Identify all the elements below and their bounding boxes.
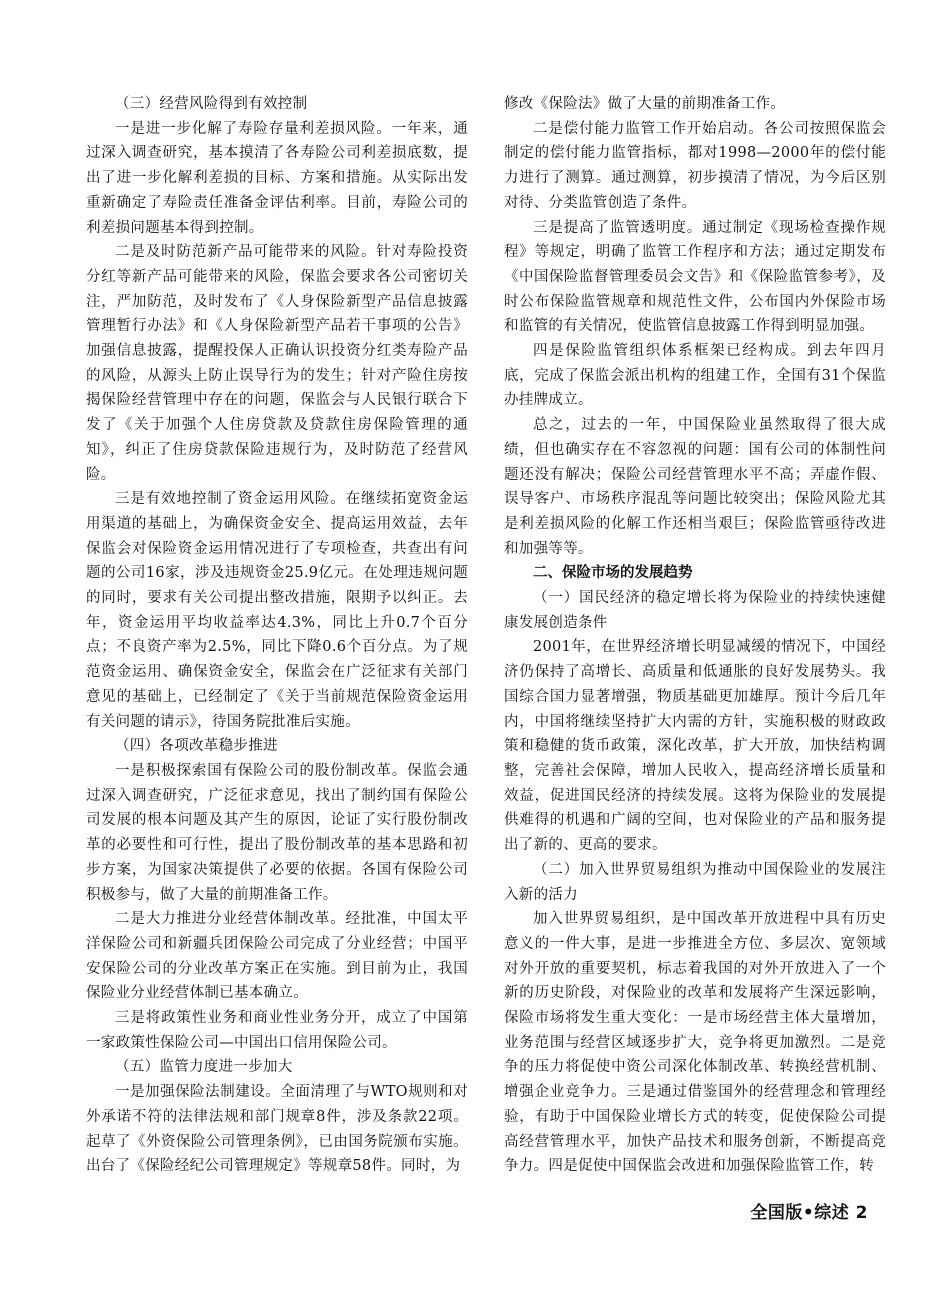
subsection-heading: （四）各项改革稳步推进: [115, 738, 278, 755]
right-column: [504, 92, 886, 1179]
section-heading: 二、保险市场的发展趋势: [533, 565, 693, 582]
paragraph: 三是提高了监管透明度。通过制定《现场检查操作规程》等规定，明确了监管工作程序和方法；通过定期发布《中国保险监督管理委员会文告》和《保险监管参考》，及时公布保险监管规章和规范性文件，公布国内外保险市场和监管的有关情况，使监管信息披露工作得到明显加强。: [504, 219, 886, 335]
subsection-heading: （三）经营风险得到有效控制: [115, 96, 308, 112]
paragraph: 加入世界贸易组织，是中国改革开放进程中具有历史意义的一件大事，是进一步推进全方位、多层次、宽领域对外开放的重要契机，标志着我国的对外开放进入了一个新的历史阶段，对保险业的改革和发展将产生深远影响，保险市场将发生重大变化：一是市场经营主体大量增加，业务范围与经营区域逐步扩大，竞争将更加激烈。二是竞争的压力将促使中资公司深化体制改革、转换经营机制、增强企业竞争力。三是通过借鉴国外的经营理念和管理经验，有助于中国保险业增长方式的转变，促使保险公司提高经营管理水平，加快产品技术和服务创新，不断提高竞争力。四是促使中国保监会改进和加强保险监管工作，转: [504, 911, 886, 1175]
paragraph: 一是积极探索国有保险公司的股份制改革。保监会通过深入调查研究，广泛征求意见，找出了制约国有保险公司发展的根本问题及其产生的原因，论证了实行股份制改革的必要性和可行性，提出了股份制改革的基本思路和初步方案，为国家决策提供了必要的依据。各国有保险公司积极参与，做了大量的前期准备工作。: [86, 762, 468, 903]
subsection-heading: （五）监管力度进一步加大: [115, 1059, 293, 1076]
paragraph-continued: 修改《保险法》做了大量的前期准备工作。: [504, 96, 786, 112]
paragraph: 总之，过去的一年，中国保险业虽然取得了很大成绩，但也确实存在不容忽视的问题：国有公司的体制性问题还没有解决；保险公司经营管理水平不高；弄虚作假、误导客户、市场秩序混乱等问题比较突出；保险风险尤其是利差损风险的化解工作还相当艰巨；保险监管亟待改进和加强等等。: [504, 417, 886, 557]
left-column: [86, 92, 468, 1179]
page-footer: 全国版•综述 2: [750, 1203, 868, 1223]
paragraph: 四是保险监管组织体系框架已经构成。到去年四月底，完成了保监会派出机构的组建工作，全国有31个保监办挂牌成立。: [504, 343, 886, 409]
paragraph: 三是将政策性业务和商业性业务分开，成立了中国第一家政策性保险公司—中国出口信用保险公司。: [86, 1010, 468, 1051]
paragraph: 二是大力推进分业经营体制改革。经批准，中国太平洋保险公司和新疆兵团保险公司完成了分业经营；中国平安保险公司的分业改革方案正在实施。到目前为止，我国保险业分业经营体制已基本确立。: [86, 911, 468, 1002]
paragraph: 二是及时防范新产品可能带来的风险。针对寿险投资分红等新产品可能带来的风险，保监会要求各公司密切关注，严加防范，及时发布了《人身保险新型产品信息披露管理暂行办法》和《人身保险新型产品若干事项的公告》加强信息披露，提醒投保人正确认识投资分红类寿险产品的风险，从源头上防止误导行为的发生；针对产险住房按揭保险经营管理中存在的问题，保监会与人民银行联合下发了《关于加强个人住房贷款及贷款住房保险管理的通知》，纠正了住房贷款保险违规行为，及时防范了经营风险。: [86, 244, 468, 483]
subsection-heading: （二）加入世界贸易组织为推动中国保险业的发展注入新的活力: [504, 861, 886, 903]
subsection-heading: （一）国民经济的稳定增长将为保险业的持续快速健康发展创造条件: [504, 590, 886, 631]
paragraph: 三是有效地控制了资金运用风险。在继续拓宽资金运用渠道的基础上，为确保资金安全、提高运用效益，去年保监会对保险资金运用情况进行了专项检查，共查出有问题的公司16家，涉及违规资金25.9亿元。在处理违规问题的同时，要求有关公司提出整改措施，限期予以纠正。去年，资金运用平均收益率达4.3%，同比上升0.7个百分点；不良资产率为2.5%，同比下降0.6个百分点。为了规范资金运用、确保资金安全，保监会在广泛征求有关部门意见的基础上，已经制定了《关于当前规范保险资金运用有关问题的请示》，待国务院批准后实施。: [86, 491, 468, 730]
paragraph: 一是加强保险法制建设。全面清理了与WTO规则和对外承诺不符的法律法规和部门规章8件，涉及条款22项。起草了《外资保险公司管理条例》，已由国务院颁布实施。出台了《保险经纪公司管理规定》等规章58件。同时，为: [86, 1084, 468, 1175]
paragraph: 2001年，在世界经济增长明显减缓的情况下，中国经济仍保持了高增长、高质量和低通胀的良好发展势头。我国综合国力显著增强，物质基础更加雄厚。预计今后几年内，中国将继续坚持扩大内需的方针，实施积极的财政政策和稳健的货币政策，深化改革，扩大开放，加快结构调整，完善社会保障，增加人民收入，提高经济增长质量和效益，促进国民经济的持续发展。这将为保险业的发展提供难得的机遇和广阔的空间，也对保险业的产品和服务提出了新的、更高的要求。: [504, 639, 886, 854]
paragraph: 二是偿付能力监管工作开始启动。各公司按照保监会制定的偿付能力监管指标，都对1998—2000年的偿付能力进行了测算。通过测算，初步摸清了情况，为今后区别对待、分类监管创造了条件。: [504, 120, 886, 211]
paragraph: 一是进一步化解了寿险存量利差损风险。一年来，通过深入调查研究，基本摸清了各寿险公司利差损底数，提出了进一步化解利差损的目标、方案和措施。从实际出发重新确定了寿险责任准备金评估利率。目前，寿险公司的利差损问题基本得到控制。: [86, 120, 468, 236]
